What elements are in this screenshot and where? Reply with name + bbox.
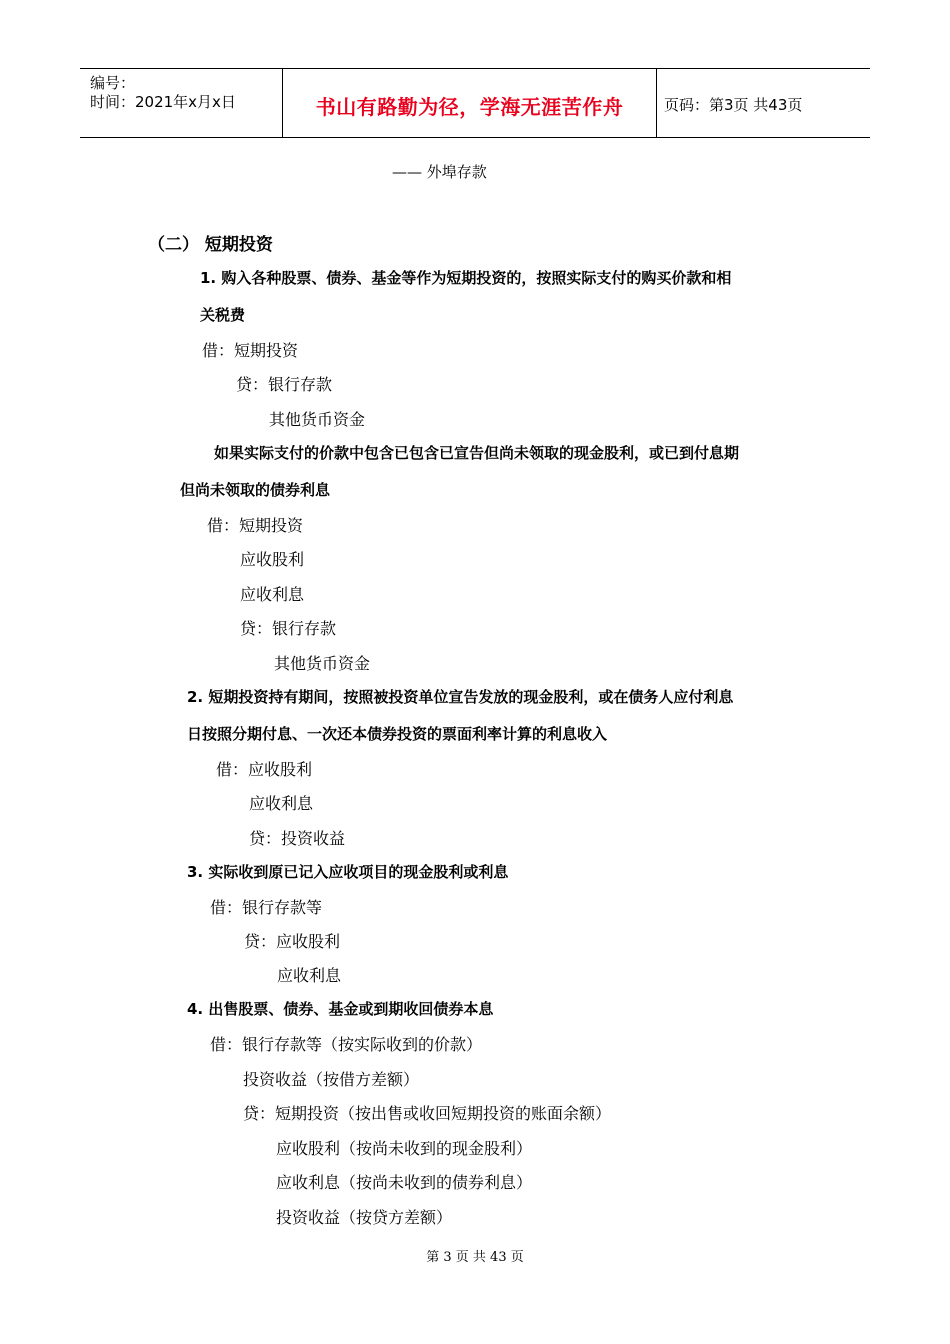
item2-debit: 借：应收股利 — [216, 760, 313, 779]
note-debit: 借：短期投资 — [207, 516, 304, 535]
section-title: （二） 短期投资 — [148, 235, 273, 255]
item2-debit2: 应收利息 — [249, 794, 314, 813]
item1-title-line2: 关税费 — [200, 306, 246, 324]
item2-title-line2: 日按照分期付息、一次还本债券投资的票面利率计算的利息收入 — [187, 725, 608, 743]
serial-label: 编号： — [90, 74, 136, 92]
motto: 书山有路勤为径，学海无涯苦作舟 — [315, 95, 624, 119]
item4-debit2: 投资收益（按借方差额） — [243, 1070, 420, 1089]
note-debit3: 应收利息 — [240, 585, 305, 604]
item3-credit: 贷：应收股利 — [244, 932, 341, 951]
note-debit2: 应收股利 — [240, 550, 305, 569]
date-label: 时间：2021年x月x日 — [90, 93, 236, 111]
item4-credit4: 投资收益（按贷方差额） — [276, 1208, 453, 1227]
page-footer — [0, 1246, 950, 1265]
item3-credit2: 应收利息 — [277, 966, 342, 985]
note-credit: 贷：银行存款 — [240, 619, 337, 638]
note-credit2: 其他货币资金 — [274, 654, 371, 673]
item1-debit: 借：短期投资 — [202, 341, 299, 360]
item3-debit: 借：银行存款等 — [210, 898, 323, 917]
item1-credit2: 其他货币资金 — [269, 410, 366, 429]
page-info: 页码：第3页 共43页 — [664, 96, 803, 114]
note-line1: 如果实际支付的价款中包含已包含已宣告但尚未领取的现金股利，或已到付息期 — [214, 444, 740, 462]
item3-title: 3. 实际收到原已记入应收项目的现金股利或利息 — [187, 863, 509, 881]
item4-credit: 贷：短期投资（按出售或收回短期投资的账面余额） — [243, 1104, 612, 1123]
header-left-cell — [80, 69, 282, 137]
item4-credit2: 应收股利（按尚未收到的现金股利） — [276, 1139, 533, 1158]
page-header — [80, 68, 870, 138]
note-line2: 但尚未领取的债券利息 — [180, 481, 331, 499]
item2-credit: 贷：投资收益 — [249, 829, 346, 848]
top-item: —— 外埠存款 — [392, 163, 487, 181]
footer-page-number: 第 3 页 共 43 页 — [426, 1250, 524, 1265]
header-middle-cell — [282, 69, 657, 137]
item2-title-line1: 2. 短期投资持有期间，按照被投资单位宣告发放的现金股利，或在债务人应付利息 — [187, 688, 734, 706]
item1-title-line1: 1. 购入各种股票、债券、基金等作为短期投资的，按照实际支付的购买价款和相 — [200, 269, 732, 287]
item4-debit: 借：银行存款等（按实际收到的价款） — [210, 1035, 483, 1054]
item1-credit: 贷：银行存款 — [236, 375, 333, 394]
item4-credit3: 应收利息（按尚未收到的债券利息） — [276, 1173, 533, 1192]
item4-title: 4. 出售股票、债券、基金或到期收回债券本息 — [187, 1000, 494, 1018]
header-right-cell — [656, 69, 870, 137]
